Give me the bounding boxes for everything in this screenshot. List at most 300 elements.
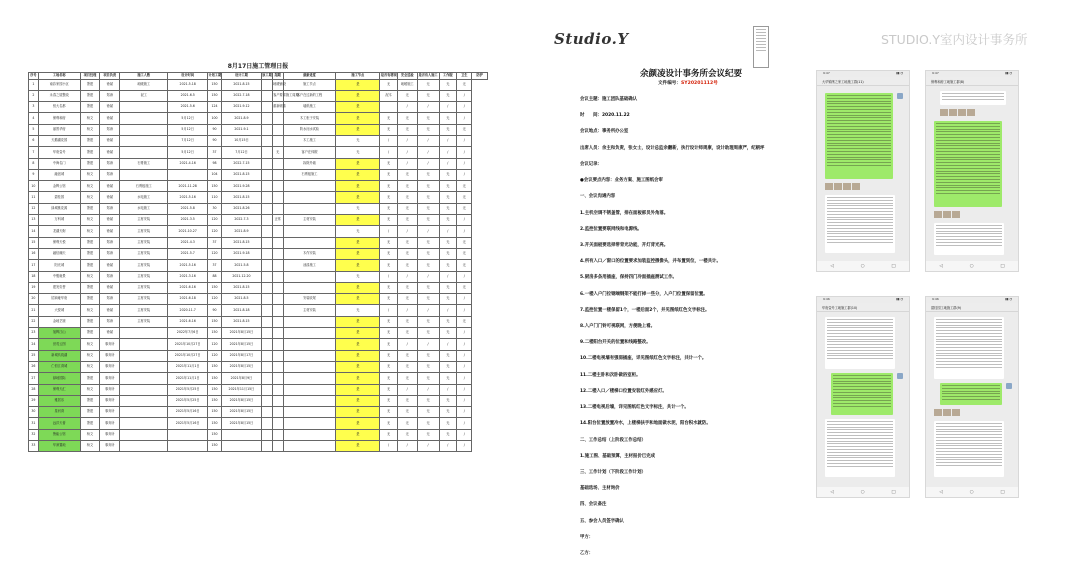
table-cell: 2022.7.18 bbox=[222, 90, 262, 101]
table-cell: 2021.8.18 bbox=[222, 305, 262, 316]
home-icon[interactable]: ○ bbox=[969, 489, 974, 495]
table-cell: 水电施工 bbox=[120, 203, 168, 214]
table-cell: 无 bbox=[417, 418, 439, 429]
table-cell: 17 bbox=[29, 260, 39, 271]
table-cell: 29 bbox=[29, 395, 39, 406]
table-cell: 10月15日 bbox=[222, 135, 262, 146]
back-icon[interactable]: ◁ bbox=[830, 489, 834, 495]
table-cell bbox=[261, 441, 272, 452]
table-cell: 12 bbox=[29, 203, 39, 214]
table-cell: 2021年5月25日 bbox=[168, 384, 208, 395]
column-header: 卫生 bbox=[457, 73, 472, 80]
table-cell bbox=[283, 339, 336, 350]
table-cell bbox=[120, 441, 168, 452]
table-cell: 客户在过新的工程 bbox=[283, 90, 336, 101]
table-cell: 无 bbox=[336, 147, 380, 158]
table-cell: 150 bbox=[207, 429, 221, 440]
table-cell: 无 bbox=[397, 316, 417, 327]
table-cell bbox=[120, 395, 168, 406]
table-cell: 萧建 bbox=[80, 248, 100, 259]
table-cell: / bbox=[397, 147, 417, 158]
table-cell bbox=[120, 373, 168, 384]
table-cell bbox=[261, 237, 272, 248]
table-cell: 招商雍华府 bbox=[38, 294, 80, 305]
table-cell: 无 bbox=[417, 361, 439, 372]
table-cell bbox=[120, 124, 168, 135]
photo-thumbnails bbox=[934, 211, 960, 218]
table-cell bbox=[261, 226, 272, 237]
table-cell: / bbox=[457, 441, 472, 452]
table-cell: 2021.5.16 bbox=[168, 192, 208, 203]
table-cell: 萧建 bbox=[80, 79, 100, 90]
table-cell: 星河湾 bbox=[38, 407, 80, 418]
table-cell: 150 bbox=[207, 361, 221, 372]
table-row bbox=[29, 328, 488, 339]
table-cell: 石膏板施工 bbox=[283, 169, 336, 180]
table-cell bbox=[261, 350, 272, 361]
status-time: 9:46 bbox=[932, 297, 939, 301]
table-cell bbox=[261, 260, 272, 271]
table-cell: 无 bbox=[380, 282, 398, 293]
table-cell: 2021.6.18 bbox=[168, 294, 208, 305]
table-cell: 无 bbox=[397, 169, 417, 180]
table-cell: / bbox=[457, 113, 472, 124]
table-cell: 事务所 bbox=[100, 418, 120, 429]
table-cell: 2021.5.8 bbox=[222, 260, 262, 271]
table-cell: 无 bbox=[380, 181, 398, 192]
stamp-icon bbox=[753, 26, 769, 68]
table-cell: 郑涛 bbox=[100, 294, 120, 305]
table-cell: 萧建 bbox=[80, 102, 100, 113]
table-cell: / bbox=[397, 135, 417, 146]
table-cell: 5月12日 bbox=[168, 147, 208, 158]
table-cell bbox=[283, 407, 336, 418]
table-cell bbox=[272, 237, 283, 248]
minutes-line: 基础选场、主材询价 bbox=[580, 486, 620, 492]
minutes-line: 时 间：2020.11.22 bbox=[580, 113, 630, 119]
table-cell bbox=[120, 361, 168, 372]
table-cell: / bbox=[457, 102, 472, 113]
table-cell: 保利天汇 bbox=[38, 384, 80, 395]
chat-bubble bbox=[825, 93, 893, 179]
table-cell: / bbox=[417, 339, 439, 350]
recent-icon[interactable]: □ bbox=[891, 263, 896, 269]
minutes-line: ●会议要点内容：业务方案、施工图纸会审 bbox=[580, 178, 663, 184]
table-cell: 无 bbox=[417, 90, 439, 101]
table-cell: 无 bbox=[417, 429, 439, 440]
table-cell bbox=[272, 169, 283, 180]
table-cell: 木工柜子安装 bbox=[283, 113, 336, 124]
table-cell: 地暖施工 bbox=[397, 79, 417, 90]
table-cell: 泥工 bbox=[120, 90, 168, 101]
recent-icon[interactable]: □ bbox=[1000, 263, 1005, 269]
table-cell: 2021.5.8 bbox=[168, 203, 208, 214]
table-cell: / bbox=[457, 294, 472, 305]
minutes-line: 6.一楼入户门拉钢端钢架不能打掉一些分，入户门位置保留位置。 bbox=[580, 291, 708, 297]
table-cell: 是 bbox=[336, 248, 380, 259]
table-cell: 150 bbox=[207, 181, 221, 192]
table-cell: / bbox=[397, 441, 417, 452]
table-cell bbox=[283, 361, 336, 372]
table-cell: 旭辉江山 bbox=[38, 328, 80, 339]
table-cell bbox=[120, 350, 168, 361]
table-cell: 7月12日 bbox=[222, 147, 262, 158]
table-cell bbox=[120, 328, 168, 339]
table-cell: 事务所 bbox=[100, 373, 120, 384]
chat-header: 华府壹号工地施工群(10) bbox=[817, 303, 909, 312]
table-cell: 无 bbox=[417, 192, 439, 203]
table-cell: 104 bbox=[207, 169, 221, 180]
table-cell: 主材安装 bbox=[120, 282, 168, 293]
table-cell: 无 bbox=[439, 79, 457, 90]
table-cell bbox=[120, 384, 168, 395]
table-cell: / bbox=[439, 305, 457, 316]
table-cell: 郑涛 bbox=[100, 316, 120, 327]
table-cell: 徐斌 bbox=[100, 79, 120, 90]
table-cell: 无 bbox=[380, 339, 398, 350]
table-cell: 事务所 bbox=[100, 395, 120, 406]
phone-nav-bar bbox=[817, 261, 909, 271]
document-title: 余颜凌设计事务所会议纪要 bbox=[639, 69, 742, 79]
column-header: 原工期 bbox=[261, 73, 272, 80]
table-cell bbox=[272, 248, 283, 259]
table-cell: 是 bbox=[336, 169, 380, 180]
table-cell: 无 bbox=[417, 350, 439, 361]
chat-bubble bbox=[934, 317, 1004, 379]
table-cell bbox=[120, 147, 168, 158]
table-cell: 是 bbox=[336, 215, 380, 226]
table-cell: 是 bbox=[336, 350, 380, 361]
table-cell: 雅居乐 bbox=[38, 395, 80, 406]
table-cell: 泥木 bbox=[380, 90, 398, 101]
table-cell: 无 bbox=[380, 203, 398, 214]
table-cell: 无 bbox=[457, 79, 472, 90]
table-cell: 徐斌 bbox=[100, 260, 120, 271]
table-cell: 无 bbox=[380, 260, 398, 271]
table-cell: 2021.5.18 bbox=[168, 79, 208, 90]
table-cell: 郑涛 bbox=[100, 271, 120, 282]
table-cell bbox=[261, 158, 272, 169]
status-time: 9:47 bbox=[823, 71, 830, 75]
table-row bbox=[29, 203, 488, 214]
minutes-line: 5.厨房多条用插座，保持四门冷面插座测试工作。 bbox=[580, 275, 677, 281]
table-cell: 杨文 bbox=[80, 384, 100, 395]
table-cell bbox=[283, 181, 336, 192]
table-cell bbox=[272, 294, 283, 305]
table-cell bbox=[283, 203, 336, 214]
recent-icon[interactable]: □ bbox=[891, 489, 896, 495]
table-cell: / bbox=[417, 158, 439, 169]
table-cell: 2021年8月15日 bbox=[222, 407, 262, 418]
table-cell: 无 bbox=[417, 79, 439, 90]
table-cell: 2021.3.5 bbox=[168, 215, 208, 226]
table-cell: 是 bbox=[336, 339, 380, 350]
table-cell: 无 bbox=[397, 248, 417, 259]
table-cell: 无 bbox=[397, 90, 417, 101]
table-cell bbox=[261, 305, 272, 316]
back-icon[interactable]: ◁ bbox=[939, 263, 943, 269]
table-cell: 南彩家园小区 bbox=[38, 79, 80, 90]
table-cell: 无 bbox=[397, 237, 417, 248]
table-row bbox=[29, 282, 488, 293]
table-cell: 无 bbox=[397, 260, 417, 271]
table-cell: 无 bbox=[380, 113, 398, 124]
table-cell: 主材安装 bbox=[120, 248, 168, 259]
table-cell: 无 bbox=[457, 181, 472, 192]
table-cell: 90 bbox=[207, 305, 221, 316]
home-icon[interactable]: ○ bbox=[969, 263, 974, 269]
table-cell: 37 bbox=[207, 237, 221, 248]
table-cell: 碧桂园 bbox=[38, 192, 80, 203]
table-cell: 是 bbox=[336, 260, 380, 271]
table-cell: / bbox=[439, 441, 457, 452]
table-cell: 无 bbox=[380, 215, 398, 226]
column-header: 项目负责 bbox=[100, 73, 120, 80]
phone-nav-bar bbox=[926, 487, 1018, 497]
back-icon[interactable]: ◁ bbox=[830, 263, 834, 269]
table-cell: 无 bbox=[457, 203, 472, 214]
signal-icon: ▮▮ ◔ bbox=[1005, 297, 1012, 301]
table-cell: 主材安装 bbox=[120, 316, 168, 327]
table-cell: 120 bbox=[207, 215, 221, 226]
table-cell: 萧建 bbox=[80, 158, 100, 169]
table-cell: 2021.8.9 bbox=[222, 226, 262, 237]
table-cell: 2021.4.3 bbox=[168, 237, 208, 248]
table-cell bbox=[272, 316, 283, 327]
table-cell: 萧建 bbox=[80, 373, 100, 384]
table-cell: 2021年11月1日 bbox=[168, 361, 208, 372]
table-cell bbox=[283, 237, 336, 248]
photo-thumbnails bbox=[825, 183, 860, 190]
table-row bbox=[29, 418, 488, 429]
table-cell: 无 bbox=[417, 282, 439, 293]
table-cell: 无 bbox=[397, 203, 417, 214]
table-row bbox=[29, 102, 488, 113]
table-cell bbox=[120, 407, 168, 418]
table-cell bbox=[261, 282, 272, 293]
column-header: 安全巡检 bbox=[397, 73, 417, 80]
table-cell: / bbox=[457, 328, 472, 339]
table-cell: 杨文 bbox=[80, 169, 100, 180]
table-cell: 7 bbox=[29, 147, 39, 158]
table-cell: 防水闭水试验 bbox=[283, 124, 336, 135]
table-cell: 木作安装 bbox=[283, 248, 336, 259]
table-cell: 19 bbox=[29, 282, 39, 293]
table-cell: 120 bbox=[207, 294, 221, 305]
avatar bbox=[1006, 383, 1012, 389]
minutes-line: 三、工作计划（下阶段工作计划） bbox=[580, 469, 646, 475]
table-cell: 27 bbox=[29, 373, 39, 384]
table-cell: 墙纸施工 bbox=[283, 102, 336, 113]
table-cell: 无 bbox=[397, 407, 417, 418]
table-cell: 120 bbox=[207, 248, 221, 259]
table-cell: / bbox=[457, 418, 472, 429]
table-cell: / bbox=[439, 271, 457, 282]
table-cell: 无 bbox=[417, 395, 439, 406]
minutes-line: 四、会议备注 bbox=[580, 502, 607, 508]
table-cell: 22 bbox=[29, 316, 39, 327]
table-cell: 2021.8.15 bbox=[222, 192, 262, 203]
table-cell: 天鹅湖花园 bbox=[38, 135, 80, 146]
table-cell: 萧建 bbox=[80, 147, 100, 158]
table-cell: 是 bbox=[336, 102, 380, 113]
table-cell: / bbox=[439, 226, 457, 237]
table-cell: / bbox=[457, 90, 472, 101]
signal-icon: ▮▮ ◔ bbox=[896, 71, 903, 75]
column-header: 项目经理 bbox=[80, 73, 100, 80]
table-cell: / bbox=[397, 226, 417, 237]
table-cell: 徐斌 bbox=[100, 147, 120, 158]
table-cell bbox=[272, 441, 283, 452]
chat-bubble bbox=[934, 421, 1004, 477]
table-cell: 保利和府 bbox=[38, 113, 80, 124]
table-cell bbox=[272, 271, 283, 282]
table-cell: 无 bbox=[439, 294, 457, 305]
table-cell bbox=[272, 181, 283, 192]
table-cell: / bbox=[457, 361, 472, 372]
home-icon[interactable]: ○ bbox=[860, 489, 865, 495]
table-cell: 150 bbox=[207, 282, 221, 293]
table-cell: 融信澜天 bbox=[38, 248, 80, 259]
table-cell bbox=[120, 418, 168, 429]
table-cell: 杨文 bbox=[80, 271, 100, 282]
table-cell: 无 bbox=[439, 395, 457, 406]
avatar bbox=[897, 93, 903, 99]
table-cell: 2021年5月16日 bbox=[168, 407, 208, 418]
table-cell: / bbox=[380, 135, 398, 146]
file-number-value: SY20201112号 bbox=[680, 81, 718, 86]
home-icon[interactable]: ○ bbox=[860, 263, 865, 269]
table-cell: 是 bbox=[336, 361, 380, 372]
table-cell: 事务所 bbox=[100, 350, 120, 361]
table-cell: 2021.9.12 bbox=[222, 102, 262, 113]
table-cell: 龙湖天街 bbox=[38, 226, 80, 237]
table-cell: 杨文 bbox=[80, 305, 100, 316]
table-cell: 世茂云图 bbox=[38, 339, 80, 350]
table-cell: 无 bbox=[380, 237, 398, 248]
table-row bbox=[29, 135, 488, 146]
table-cell: / bbox=[457, 395, 472, 406]
chat-header: 大华锦绣之家工地施工群(11) bbox=[817, 77, 909, 86]
table-cell: 地暖铺设 bbox=[272, 79, 283, 90]
table-cell: 水电施工 bbox=[120, 192, 168, 203]
recent-icon[interactable]: □ bbox=[1000, 489, 1005, 495]
table-cell: 萧建 bbox=[80, 418, 100, 429]
table-cell bbox=[272, 395, 283, 406]
column-header: 工地名称 bbox=[38, 73, 80, 80]
table-cell bbox=[261, 113, 272, 124]
table-cell: 鲁能公馆 bbox=[38, 429, 80, 440]
table-cell: / bbox=[397, 102, 417, 113]
table-cell: 无 bbox=[439, 282, 457, 293]
table-cell: 2021.6.16 bbox=[168, 316, 208, 327]
table-cell bbox=[120, 429, 168, 440]
table-cell: 88 bbox=[207, 271, 221, 282]
minutes-line: 4.所有入口／窗口的位置要求加装监控摄像头，并布置到位，一楼共计。 bbox=[580, 259, 721, 265]
table-cell bbox=[272, 226, 283, 237]
table-cell: 150 bbox=[207, 395, 221, 406]
chat-bubble bbox=[825, 419, 895, 477]
table-cell: 是 bbox=[336, 181, 380, 192]
table-cell: 33 bbox=[29, 441, 39, 452]
table-cell: 杨文 bbox=[80, 113, 100, 124]
table-cell: 无 bbox=[457, 192, 472, 203]
table-cell bbox=[261, 407, 272, 418]
table-cell: 无 bbox=[397, 282, 417, 293]
table-cell: / bbox=[380, 271, 398, 282]
table-cell: 无 bbox=[397, 215, 417, 226]
table-cell: 徐斌 bbox=[100, 135, 120, 146]
table-cell bbox=[261, 316, 272, 327]
studio-logo: Studio.Y bbox=[554, 30, 629, 48]
minutes-line: 会议地点：事务所办公室 bbox=[580, 129, 629, 135]
table-cell: / bbox=[439, 158, 457, 169]
table-cell: 无 bbox=[417, 294, 439, 305]
table-cell: 2021.8.15 bbox=[222, 237, 262, 248]
table-cell: 事务所 bbox=[100, 429, 120, 440]
minutes-line: 1.主机空调不锈盖管，排在面板部员外角落。 bbox=[580, 210, 669, 216]
table-cell bbox=[261, 361, 272, 372]
table-cell: / bbox=[457, 373, 472, 384]
table-cell: 31 bbox=[29, 418, 39, 429]
minutes-line: 一、会议沟通内容 bbox=[580, 194, 616, 200]
chat-bubble bbox=[934, 223, 1004, 255]
sheet-title: 8月17日施工管理日报 bbox=[227, 63, 289, 70]
column-header: 设计时间 bbox=[168, 73, 208, 80]
table-cell: 7月12日 bbox=[168, 135, 208, 146]
table-cell: / bbox=[397, 339, 417, 350]
table-cell: 无 bbox=[457, 260, 472, 271]
table-cell: 4 bbox=[29, 113, 39, 124]
table-cell: 萧建 bbox=[80, 282, 100, 293]
column-header: 设计工期 bbox=[222, 73, 262, 80]
table-cell: 无 bbox=[417, 113, 439, 124]
table-cell bbox=[120, 339, 168, 350]
table-cell: 事务所 bbox=[100, 384, 120, 395]
table-cell bbox=[261, 203, 272, 214]
table-cell: 无 bbox=[417, 328, 439, 339]
table-cell: 油漆施工 bbox=[283, 260, 336, 271]
table-cell: 无 bbox=[417, 237, 439, 248]
table-cell: 徐斌 bbox=[100, 215, 120, 226]
table-cell: / bbox=[457, 135, 472, 146]
minutes-line: 甲方： bbox=[580, 534, 594, 540]
minutes-line: 2.监控位置要联网线和电源线。 bbox=[580, 226, 642, 232]
table-cell: 是 bbox=[336, 282, 380, 293]
minutes-line: 8.入户门门铃可视联网，方便晚上看。 bbox=[580, 324, 655, 329]
table-cell bbox=[168, 429, 208, 440]
table-cell: / bbox=[417, 271, 439, 282]
table-cell: 无 bbox=[439, 237, 457, 248]
minutes-line: 12.二楼入口／楼梯口位置安装红外感应灯。 bbox=[580, 388, 667, 394]
table-cell: 中骏雍景 bbox=[38, 271, 80, 282]
table-cell bbox=[272, 113, 283, 124]
table-cell: 大悦城 bbox=[38, 305, 80, 316]
table-cell: 施工节点 bbox=[283, 79, 336, 90]
table-cell: 绿城桃花源 bbox=[38, 203, 80, 214]
table-cell: 150 bbox=[207, 316, 221, 327]
table-cell bbox=[283, 395, 336, 406]
table-cell: 主材安装 bbox=[120, 271, 168, 282]
table-row bbox=[29, 237, 488, 248]
status-time: 9:46 bbox=[823, 297, 830, 301]
table-cell: 融创城 bbox=[38, 169, 80, 180]
table-cell: 主材安装 bbox=[120, 260, 168, 271]
minutes-line: 11.二楼主卧和次卧做浴室柜。 bbox=[580, 372, 641, 378]
table-row bbox=[29, 124, 488, 135]
back-icon[interactable]: ◁ bbox=[939, 489, 943, 495]
table-cell: 无 bbox=[417, 316, 439, 327]
